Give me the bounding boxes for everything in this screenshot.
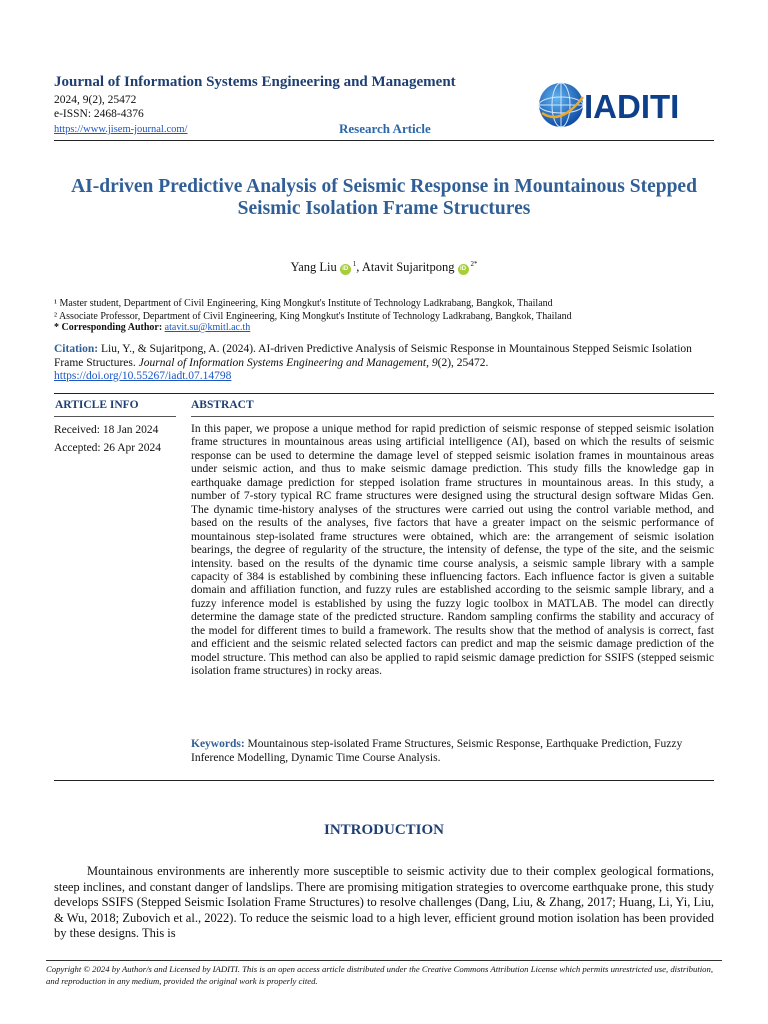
- author-list: [54, 260, 714, 275]
- corresponding-author: [54, 322, 250, 333]
- affiliation-1: ¹ Master student, Department of Civil Engineering, King Mongkut's Institute of Technology Ladkrabang, Bangkok, Thailand: [54, 298, 553, 309]
- corresponding-email-link[interactable]: atavit.su@kmitl.ac.th: [164, 322, 251, 333]
- issn: e-ISSN: 2468-4376: [54, 108, 144, 120]
- publisher-logo: [536, 80, 714, 130]
- volume-issue: 2024, 9(2), 25472: [54, 94, 137, 106]
- citation-journal: Journal of Information Systems Engineering and Management: [138, 356, 427, 369]
- author-affiliation-mark: 1: [352, 260, 357, 268]
- received-date: Received: 18 Jan 2024: [54, 424, 159, 436]
- article-info-heading: ARTICLE INFO: [55, 399, 139, 411]
- citation-label: Citation:: [54, 343, 99, 355]
- citation-volume-sep: ,: [426, 356, 432, 369]
- introduction-paragraph: Mountainous environments are inherently more susceptible to seismic activity due to their complex geological formations, steep inclines, and constant danger of landslips. There are promising mitigation strategies to overcome earthquake prone, this study develops SSIFS (Stepped Seismic Isolation Frame Structures) to resolve challenges (Dang, Liu, & Zhang, 2017; Huang, Li, Yi, Liu, & Wu, 2018; Zubovich et al., 2022). To reduce the seismic load to a high lever, efficient ground motion isolation has been provided by these designs. This is: [54, 864, 714, 940]
- affiliation-2: ² Associate Professor, Department of Civil Engineering, King Mongkut's Institute of Technology Ladkrabang, Bangkok, Thailand: [54, 311, 572, 322]
- abstract-bottom-divider: [54, 780, 714, 781]
- citation-block: [54, 343, 716, 384]
- logo-text: IADITI: [584, 88, 680, 125]
- article-title: AI-driven Predictive Analysis of Seismic Response in Mountainous Stepped Seismic Isolation Frame Structures: [71, 176, 697, 219]
- orcid-icon[interactable]: iD: [340, 264, 351, 275]
- citation-issue: (2), 25472.: [437, 356, 489, 369]
- section-heading: INTRODUCTION: [323, 822, 444, 838]
- info-top-divider: [54, 393, 714, 394]
- header-divider: [54, 140, 714, 141]
- journal-name: Journal of Information Systems Engineering and Management: [54, 74, 456, 90]
- abstract-text: In this paper, we propose a unique method for rapid prediction of seismic response of stepped seismic isolation frame structures in mountainous areas using artificial intelligence (AI), based on which the results of seismic response can be used to determine the damage level of stepped seismic isolation frames in mountainous areas under seismic action, and thus to make seismic damage prediction. This study fills the knowledge gap in earthquake damage prediction for stepped isolation frame structures in mountainous areas. In this study, a number of 7-story typical RC frame structures were designed using the structural design software Midas Gen. The dynamic time-history analyses of the structures were carried out using the control variable method, and based on the results of the analyses, five factors that have a greater impact on the seismic performance of mountainous step-isolated frame structures were obtained, which are: the arrangement of seismic isolation bearings, the degree of regularity of the structure, the intensity of defense, the type of the site, and the seismic intensity. based on the results of the dynamic time course analysis, a seismic sample library with a sample capacity of 384 is established by combining these influencing factors. Each influence factor is given a suitable domain and affiliation function, and fuzzy rules are established according to the seismic sample library, and a fuzzy inference model is established by using the fuzzy logic toolbox in MATLAB. The model can directly determine the damage state of the predicted structure. Random sampling confirms the stability and accuracy of the model for different times to build a framework. The results show that the method of analysis is correct, fast and efficient and the seismic related selected factors can predict and map the seismic damage prediction of the model structure. This method can also be applied to rapid seismic damage prediction for SSIFS (stepped seismic isolation frame structures) in rocky areas.: [191, 423, 714, 678]
- author-name: Yang Liu: [290, 260, 337, 275]
- doi-link[interactable]: https://doi.org/10.55267/iadt.07.14798: [54, 370, 232, 382]
- abstract-heading: ABSTRACT: [191, 399, 254, 411]
- author-name: Atavit Sujaritpong: [361, 260, 455, 275]
- orcid-icon[interactable]: iD: [458, 264, 469, 275]
- keywords-label: Keywords:: [191, 738, 245, 750]
- article-type: Research Article: [339, 121, 431, 136]
- copyright-footer: Copyright © 2024 by Author/s and Licensed by IADITI. This is an open access article distributed under the Creative Commons Attribution License which permits unrestricted use, distribution, and reproduction in any medium, provided the original work is properly cited.: [46, 964, 714, 986]
- author-separator: ,: [356, 260, 362, 275]
- citation-volume: 9: [431, 356, 438, 369]
- globe-icon: [539, 83, 583, 127]
- journal-url-link[interactable]: https://www.jisem-journal.com/: [54, 124, 188, 135]
- abstract-divider: [191, 416, 714, 417]
- author-affiliation-mark: 2*: [470, 260, 478, 268]
- corresponding-author-label: * Corresponding Author:: [54, 322, 163, 333]
- accepted-date: Accepted: 26 Apr 2024: [54, 442, 161, 454]
- citation-text: Liu, Y., & Sujaritpong, A. (2024). AI-driven Predictive Analysis of Seismic Response in Mountainous Stepped Seismic Isolation Frame Structures.: [54, 343, 692, 369]
- keywords: [191, 737, 714, 765]
- article-info-divider: [54, 416, 176, 417]
- footer-divider: [46, 960, 722, 961]
- keywords-text: Mountainous step-isolated Frame Structures, Seismic Response, Earthquake Prediction, Fuzzy Inference Modelling, Dynamic Time Course Analysis.: [191, 738, 683, 764]
